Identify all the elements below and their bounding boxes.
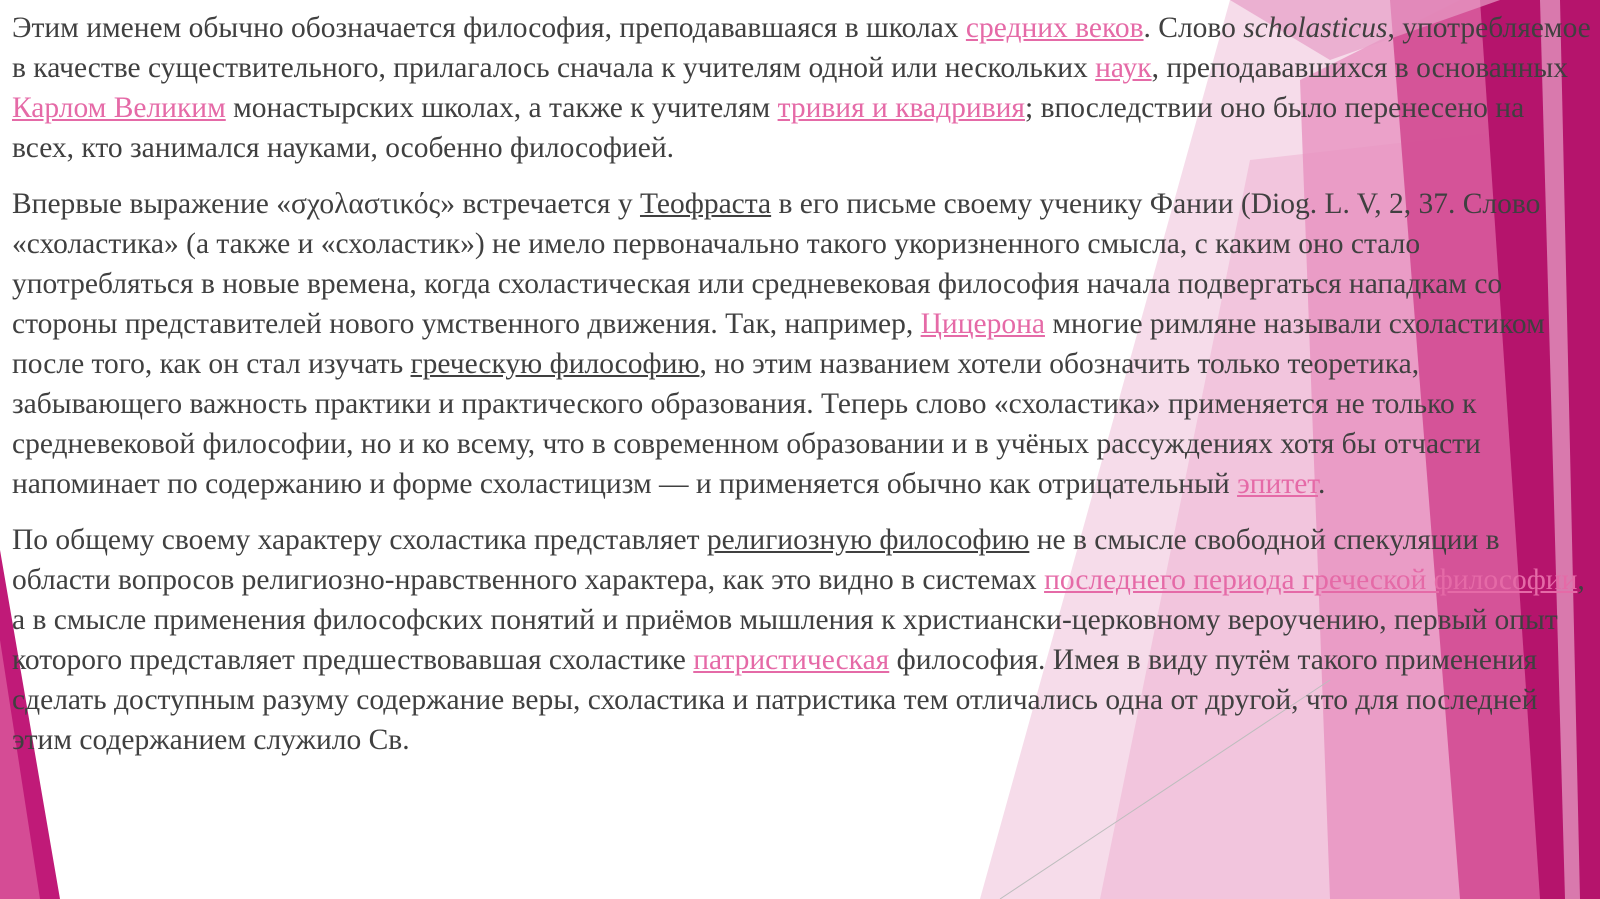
text-run: многие римляне называли схоластиком после того, как он стал изучать bbox=[12, 308, 1545, 380]
hyperlink[interactable]: эпитет bbox=[1237, 468, 1318, 500]
hyperlink[interactable]: последнего периода греческой философии bbox=[1044, 564, 1578, 596]
text-run: Этим именем обычно обозначается философия, преподававшаяся в школах bbox=[12, 12, 966, 44]
hyperlink[interactable]: Теофраста bbox=[639, 188, 772, 220]
text-run: . Слово bbox=[1143, 12, 1244, 44]
hyperlink[interactable]: средних веков bbox=[965, 12, 1144, 44]
text-run: , употребляемое в качестве существительного, прилагалось сначала к учителям одной или нескольких bbox=[12, 12, 1591, 84]
italic-text: scholasticus bbox=[1243, 12, 1388, 44]
hyperlink[interactable]: религиозную философию bbox=[706, 524, 1030, 556]
text-run: монастырских школах, а также к учителям bbox=[225, 92, 778, 124]
hyperlink[interactable]: греческую философию bbox=[410, 348, 700, 380]
text-run: , преподававшихся в основанных bbox=[1151, 52, 1568, 84]
paragraph-1 bbox=[12, 8, 1592, 168]
text-run: ; впоследствии оно было перенесено на всех, кто занимался науками, особенно философией. bbox=[12, 92, 1525, 164]
text-run: . bbox=[1317, 468, 1326, 500]
hyperlink[interactable]: патристическая bbox=[693, 644, 890, 676]
hyperlink[interactable]: наук bbox=[1095, 52, 1152, 84]
text-run: , но этим названием хотели обозначить только теоретика, забывающего важность практики и практического образования. Теперь слово «схоластика» применяется не только к средневековой философии, но и ко всему, что в современном образовании и в учёных рассуждениях хотя бы отчасти напоминает по содержанию и форме схоластицизм — и применяется обычно как отрицательный bbox=[12, 348, 1481, 500]
hyperlink[interactable]: Карлом Великим bbox=[12, 92, 226, 124]
text-run: не в смысле свободной спекуляции в области вопросов религиозно-нравственного характера, как это видно в системах bbox=[12, 524, 1500, 596]
text-run: , а в смысле применения философских понятий и приёмов мышления к христиански-церковному вероучению, первый опыт которого представляет предшествовавшая схоластике bbox=[12, 564, 1585, 676]
text-run: в его письме своему ученику Фании (Diog. L. V, 2, 37. Слово «схоластика» (а также и «схоластик») не имело первоначально такого укоризненного смысла, с каким оно стало употребляться в новые времена, когда схоластическая или средневековая философия начала подвергаться нападкам со стороны представителей нового умственного движения. Так, например, bbox=[12, 188, 1541, 340]
paragraph-3 bbox=[12, 520, 1592, 760]
slide-text bbox=[12, 8, 1592, 776]
hyperlink[interactable]: Цицерона bbox=[920, 308, 1045, 340]
text-run: По общему своему характеру схоластика представляет bbox=[12, 524, 707, 556]
text-run: Впервые выражение «σχολαστικός» встречается у bbox=[12, 188, 640, 220]
text-run: философия. Имея в виду путём такого применения сделать доступным разуму содержание веры, схоластика и патристика тем отличались одна от другой, что для последней этим содержанием служило Св. bbox=[12, 644, 1538, 756]
hyperlink[interactable]: тривия и квадривия bbox=[777, 92, 1025, 124]
paragraph-2 bbox=[12, 184, 1592, 504]
